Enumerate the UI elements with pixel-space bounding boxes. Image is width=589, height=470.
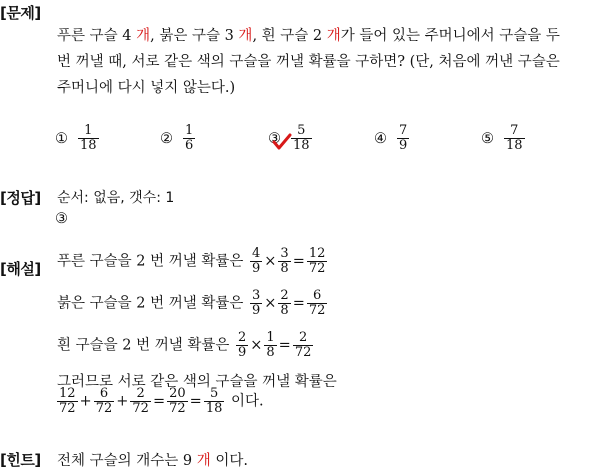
explanation-line-therefore: 그러므로 서로 같은 색의 구슬을 꺼낼 확률은 [57, 374, 337, 390]
fraction: $\frac{3}{8}$ [280, 246, 289, 276]
hint-text: 전체 구슬의 개수는 9 개 이다. [57, 453, 248, 469]
fraction: $\frac{6}{72}$ [95, 386, 113, 416]
choice-5-fraction: $\frac{7}{18}$ [506, 123, 523, 153]
fraction: $\frac{2}{8}$ [280, 288, 289, 318]
choice-2[interactable] [160, 124, 197, 153]
check-mark-icon [272, 133, 292, 151]
choice-5-mark: ⑤ [481, 130, 494, 147]
choice-2-fraction: $\frac{1}{6}$ [185, 123, 194, 153]
choice-1-mark: ① [55, 130, 68, 147]
problem-line-2: 번 꺼낼 때, 서로 같은 색의 구슬을 꺼낼 확률을 구하면? (단, 처음에 꺼낸 구슬은 [57, 54, 560, 70]
explanation-line-blue: 푸른 구슬을 2 번 꺼낼 확률은 $\frac{4}{9}$ × $\frac{3}{8}$ = $\frac{12}{72}$ [57, 246, 326, 276]
fraction: $\frac{3}{9}$ [251, 288, 261, 318]
choice-5[interactable] [481, 124, 527, 153]
problem-line-3: 주머니에 다시 넣지 않는다.) [57, 80, 236, 96]
choice-2-mark: ② [160, 130, 173, 147]
explanation-line-white: 흰 구슬을 2 번 꺼낼 확률은 $\frac{2}{9}$ × $\frac{1}{8}$ = $\frac{2}{72}$ [57, 330, 312, 360]
choice-4[interactable] [374, 124, 411, 153]
answer-tag: [정답] [0, 189, 41, 207]
fraction: $\frac{12}{72}$ [59, 386, 76, 416]
choice-3-mark: ③ [268, 130, 281, 147]
choice-4-mark: ④ [374, 130, 387, 147]
explanation-tag: [해설] [0, 260, 41, 278]
answer-order-count: 순서: 없음, 갯수: 1 [57, 190, 175, 206]
fraction: $\frac{2}{72}$ [294, 330, 312, 360]
choice-1-fraction: $\frac{1}{18}$ [80, 123, 97, 153]
fraction: $\frac{20}{72}$ [169, 386, 186, 416]
fraction: $\frac{6}{72}$ [308, 288, 326, 318]
problem-tag: [문제] [0, 4, 41, 22]
fraction: $\frac{4}{9}$ [251, 246, 261, 276]
answer-choice: ③ [55, 211, 68, 227]
fraction: $\frac{2}{9}$ [237, 330, 247, 360]
fraction: $\frac{2}{72}$ [132, 386, 149, 416]
problem-line-1: 푸른 구슬 4 개, 붉은 구슬 3 개, 흰 구슬 2 개가 들어 있는 주머니에서 구슬을 두 [57, 28, 560, 44]
explanation-line-red: 붉은 구슬을 2 번 꺼낼 확률은 $\frac{3}{9}$ × $\frac{2}{8}$ = $\frac{6}{72}$ [57, 288, 326, 318]
explanation-line-sum: $\frac{12}{72}$ + $\frac{6}{72}$ + $\frac{2}{72}$ = $\frac{20}{72}$ = $\frac{5}{18}$ 이다. [59, 386, 264, 416]
fraction: $\frac{1}{8}$ [266, 330, 275, 360]
choice-3-fraction: $\frac{5}{18}$ [293, 123, 310, 153]
fraction: $\frac{5}{18}$ [205, 386, 223, 416]
choice-1[interactable] [55, 124, 101, 153]
hint-tag: [힌트] [0, 451, 41, 469]
fraction: $\frac{12}{72}$ [308, 246, 326, 276]
choice-4-fraction: $\frac{7}{9}$ [399, 123, 408, 153]
